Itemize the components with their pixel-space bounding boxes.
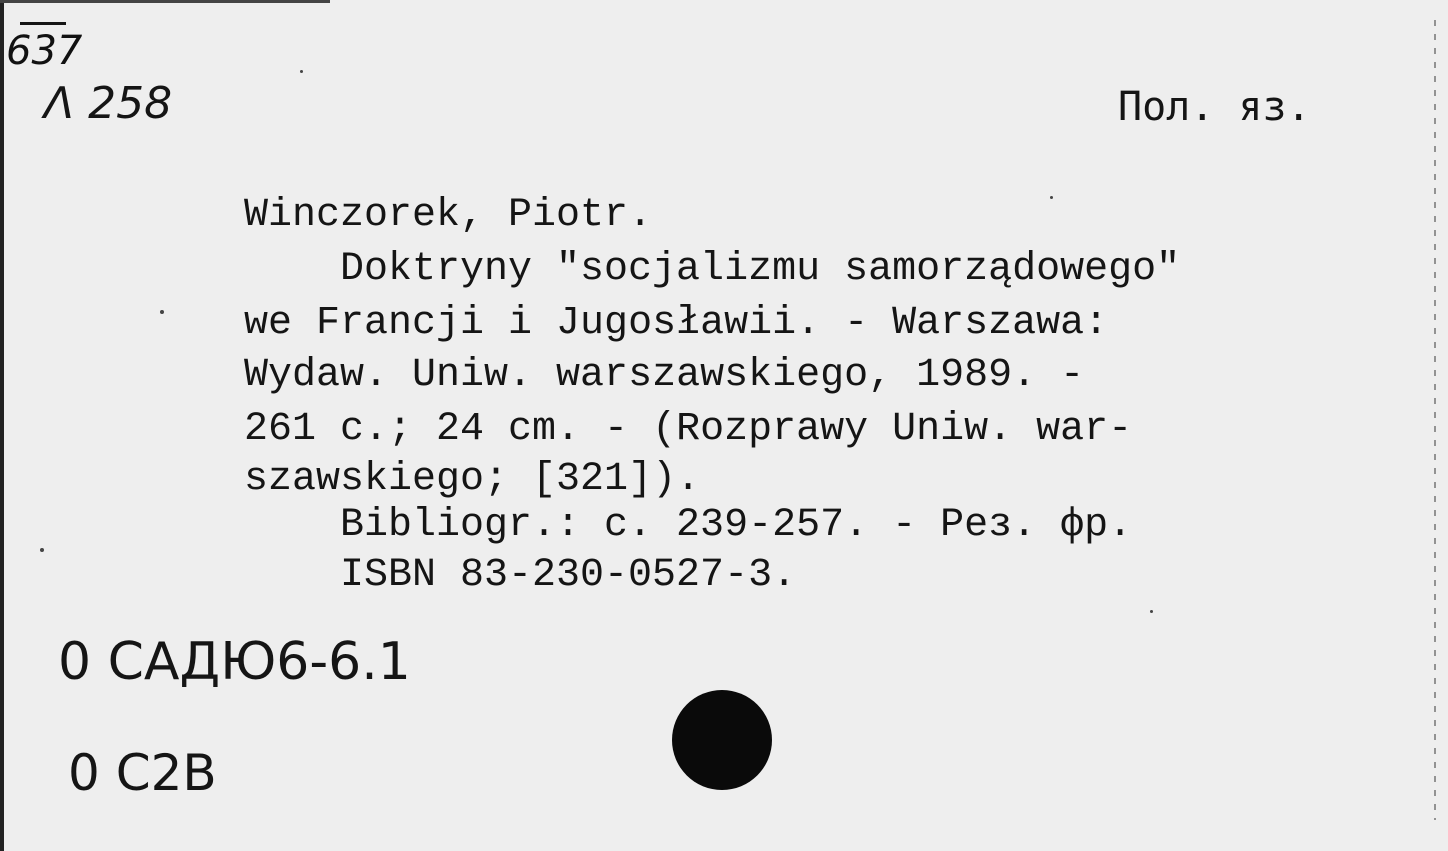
speck — [160, 310, 164, 314]
call-number-denominator: 637 — [6, 28, 83, 74]
entry-line-title: Doktryny "socjalizmu samorządowego" — [340, 247, 1181, 292]
entry-line-title-cont: we Francji i Jugosławii. - Warszawa: — [244, 301, 1109, 346]
entry-line-bibliography: Bibliogr.: c. 239-257. - Рез. фр. — [340, 503, 1133, 548]
entry-line-series: szawskiego; [321]). — [244, 457, 701, 502]
entry-line-isbn: ISBN 83-230-0527-3. — [340, 553, 797, 598]
shelf-code-2: 0 C2B — [68, 744, 217, 802]
card-right-edge — [1434, 20, 1436, 820]
entry-line-publisher: Wydaw. Uniw. warszawskiego, 1989. - — [244, 353, 1085, 398]
card-left-edge — [0, 0, 4, 851]
speck — [40, 548, 44, 552]
speck — [300, 70, 303, 73]
speck — [1150, 610, 1153, 613]
speck — [1050, 196, 1053, 199]
entry-line-author: Winczorek, Piotr. — [244, 193, 653, 238]
card-top-edge — [0, 0, 330, 3]
call-number-main: Λ 258 — [44, 78, 173, 129]
punch-hole — [672, 690, 772, 790]
shelf-code-1: 0 САДЮ6-6.1 — [58, 632, 411, 692]
fraction-bar — [20, 22, 66, 25]
language-label: Пол. яз. — [1118, 84, 1311, 130]
entry-line-extent: 261 c.; 24 cm. - (Rozprawy Uniw. war- — [244, 407, 1133, 452]
